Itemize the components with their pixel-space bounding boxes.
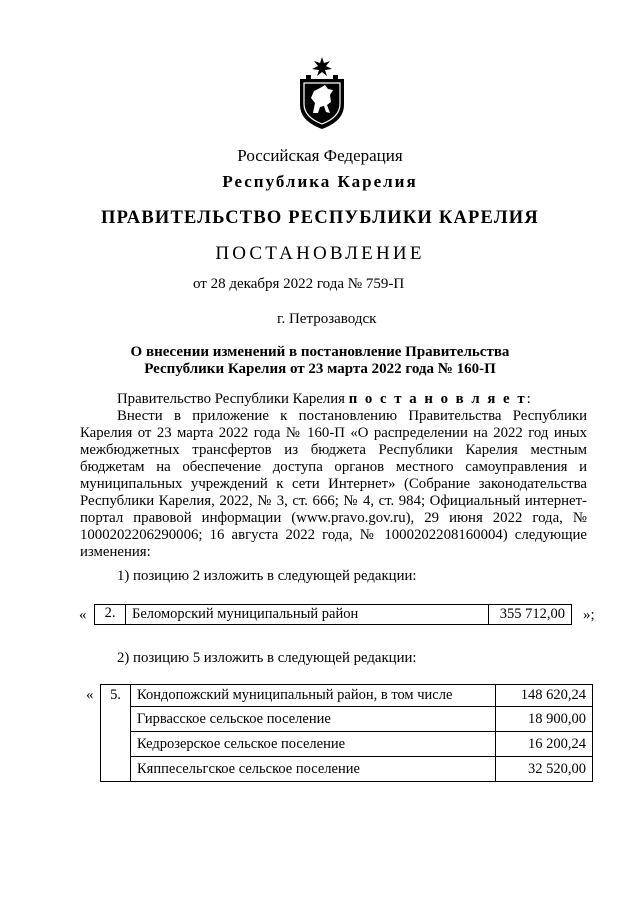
row-name: Кяппесельгское сельское поселение	[131, 757, 496, 782]
city-name: г. Петрозаводск	[277, 311, 377, 327]
item-1: 1) позицию 2 изложить в следующей редакции:	[117, 568, 417, 584]
subject-line-1: О внесении изменений в постановление Правительства	[130, 344, 510, 360]
row-name: Беломорский муниципальный район	[126, 605, 489, 625]
table-row	[101, 707, 593, 732]
decree-body	[80, 391, 587, 561]
decree-subject	[0, 344, 640, 378]
karelia-coat-of-arms-icon	[297, 55, 347, 131]
table-row	[101, 732, 593, 757]
preamble-resolves: п о с т а н о в л я е т	[348, 391, 527, 407]
table-position-5	[100, 684, 593, 782]
row-amount: 32 520,00	[496, 757, 593, 782]
country-name: Российская Федерация	[237, 146, 403, 165]
row-amount: 18 900,00	[496, 707, 593, 732]
row-number: 5.	[101, 685, 131, 782]
table1-open-quote: «	[79, 607, 87, 623]
row-name: Кондопожский муниципальный район, в том числе	[131, 685, 496, 707]
row-amount: 355 712,00	[489, 605, 572, 625]
preamble-colon: :	[526, 391, 531, 407]
republic-name: Республика Карелия	[222, 172, 418, 191]
subject-line-2: Республики Карелия от 23 марта 2022 года № 160-П	[144, 361, 496, 377]
row-name: Гирвасское сельское поселение	[131, 707, 496, 732]
table-row	[95, 605, 572, 625]
table2-open-quote: «	[86, 687, 94, 703]
preamble-start: Правительство Республики Карелия	[117, 391, 349, 407]
row-amount: 148 620,24	[496, 685, 593, 707]
table-position-2	[94, 604, 572, 625]
document-type: ПОСТАНОВЛЕНИЕ	[215, 243, 425, 264]
table1-close-quote: »;	[583, 607, 595, 623]
table-row	[101, 685, 593, 707]
row-amount: 16 200,24	[496, 732, 593, 757]
row-name: Кедрозерское сельское поселение	[131, 732, 496, 757]
main-paragraph: Внести в приложение к постановлению Правительства Республики Карелия от 23 марта 2022 года № 160-П «О распределении на 2022 год иных межбюджетных трансфертов из бюджета Республики Карелия местным бюджетам на обеспечение доступа органов местного самоуправления и муниципальных учреждений к сети Интернет» (Собрание законодательства Республики Карелия, 2022, № 3, ст. 666; № 4, ст. 984; Официальный интернет-портал правовой информации (www.pravo.gov.ru), 29 июня 2022 года, № 1000202206290006; 16 августа 2022 года, № 1000202208160004) следующие изменения:	[80, 408, 587, 560]
government-name: ПРАВИТЕЛЬСТВО РЕСПУБЛИКИ КАРЕЛИЯ	[101, 208, 539, 228]
table-row	[101, 757, 593, 782]
decree-date-number: от 28 декабря 2022 года № 759-П	[193, 276, 405, 292]
row-number: 2.	[95, 605, 126, 625]
preamble	[80, 391, 587, 408]
item-2: 2) позицию 5 изложить в следующей редакции:	[117, 650, 417, 666]
